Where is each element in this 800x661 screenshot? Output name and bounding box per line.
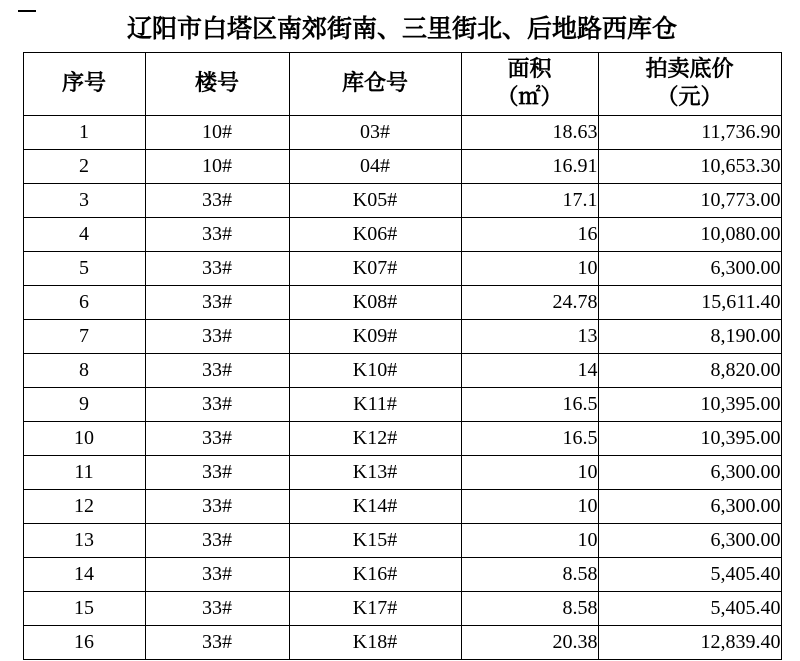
cell-price: 15,611.40 — [598, 286, 781, 320]
table-row — [23, 218, 781, 252]
table-row — [23, 252, 781, 286]
column-header-area-line1: 面积 — [507, 57, 552, 82]
table-row — [23, 150, 781, 184]
table-row — [23, 388, 781, 422]
cell-index: 12 — [23, 490, 145, 524]
cell-building: 10# — [145, 116, 289, 150]
cell-unit: K13# — [289, 456, 461, 490]
cell-price: 5,405.40 — [598, 592, 781, 626]
table-row — [23, 626, 781, 660]
cell-area: 20.38 — [461, 626, 598, 660]
cell-price: 8,190.00 — [598, 320, 781, 354]
cell-building: 33# — [145, 184, 289, 218]
cell-building: 33# — [145, 320, 289, 354]
table-row — [23, 490, 781, 524]
column-header-area-line2: （㎡） — [496, 85, 563, 110]
table-row — [23, 456, 781, 490]
cell-price: 10,653.30 — [598, 150, 781, 184]
table-header-row — [23, 53, 781, 116]
cell-area: 17.1 — [461, 184, 598, 218]
column-header-area — [461, 53, 598, 116]
column-header-index-line1: 序号 — [61, 71, 106, 96]
cell-unit: K15# — [289, 524, 461, 558]
column-header-building-line1: 楼号 — [194, 71, 239, 96]
cell-index: 14 — [23, 558, 145, 592]
cell-building: 33# — [145, 490, 289, 524]
cell-unit: K07# — [289, 252, 461, 286]
column-header-price-line1: 拍卖底价 — [645, 57, 734, 82]
cell-area: 10 — [461, 524, 598, 558]
cell-building: 10# — [145, 150, 289, 184]
cell-index: 7 — [23, 320, 145, 354]
cell-index: 16 — [23, 626, 145, 660]
table-row — [23, 354, 781, 388]
page-title: 辽阳市白塔区南郊街南、三里街北、后地路西库仓 — [126, 14, 677, 43]
cell-index: 9 — [23, 388, 145, 422]
cell-area: 16.91 — [461, 150, 598, 184]
cell-price: 6,300.00 — [598, 524, 781, 558]
cell-area: 16.5 — [461, 388, 598, 422]
cell-price: 5,405.40 — [598, 558, 781, 592]
cell-price: 6,300.00 — [598, 490, 781, 524]
cell-index: 11 — [23, 456, 145, 490]
cell-unit: K10# — [289, 354, 461, 388]
cell-building: 33# — [145, 558, 289, 592]
cell-area: 16 — [461, 218, 598, 252]
cell-price: 10,395.00 — [598, 422, 781, 456]
column-header-index — [23, 53, 145, 116]
cell-building: 33# — [145, 524, 289, 558]
cell-price: 10,773.00 — [598, 184, 781, 218]
column-header-unit — [289, 53, 461, 116]
cell-area: 8.58 — [461, 592, 598, 626]
table-row — [23, 286, 781, 320]
cell-building: 33# — [145, 456, 289, 490]
table-row — [23, 558, 781, 592]
table-row — [23, 524, 781, 558]
corner-rule-mark — [18, 10, 36, 12]
cell-index: 6 — [23, 286, 145, 320]
table-row — [23, 116, 781, 150]
cell-price: 6,300.00 — [598, 456, 781, 490]
cell-unit: 04# — [289, 150, 461, 184]
cell-index: 5 — [23, 252, 145, 286]
cell-index: 2 — [23, 150, 145, 184]
cell-price: 11,736.90 — [598, 116, 781, 150]
cell-unit: 03# — [289, 116, 461, 150]
cell-area: 10 — [461, 456, 598, 490]
table-row — [23, 184, 781, 218]
cell-area: 10 — [461, 490, 598, 524]
cell-index: 15 — [23, 592, 145, 626]
cell-price: 6,300.00 — [598, 252, 781, 286]
cell-unit: K09# — [289, 320, 461, 354]
cell-building: 33# — [145, 354, 289, 388]
column-header-price-line2: （元） — [656, 85, 723, 110]
cell-area: 13 — [461, 320, 598, 354]
cell-building: 33# — [145, 218, 289, 252]
cell-building: 33# — [145, 626, 289, 660]
cell-unit: K17# — [289, 592, 461, 626]
cell-index: 8 — [23, 354, 145, 388]
cell-unit: K14# — [289, 490, 461, 524]
cell-area: 10 — [461, 252, 598, 286]
cell-unit: K06# — [289, 218, 461, 252]
table-header — [23, 53, 781, 116]
cell-index: 13 — [23, 524, 145, 558]
cell-unit: K16# — [289, 558, 461, 592]
cell-index: 10 — [23, 422, 145, 456]
cell-building: 33# — [145, 422, 289, 456]
cell-index: 3 — [23, 184, 145, 218]
column-header-price — [598, 53, 781, 116]
cell-building: 33# — [145, 286, 289, 320]
cell-unit: K18# — [289, 626, 461, 660]
table-row — [23, 320, 781, 354]
cell-area: 16.5 — [461, 422, 598, 456]
cell-building: 33# — [145, 252, 289, 286]
cell-price: 10,395.00 — [598, 388, 781, 422]
cell-index: 1 — [23, 116, 145, 150]
cell-unit: K12# — [289, 422, 461, 456]
cell-unit: K05# — [289, 184, 461, 218]
cell-price: 10,080.00 — [598, 218, 781, 252]
cell-area: 24.78 — [461, 286, 598, 320]
cell-unit: K08# — [289, 286, 461, 320]
column-header-building — [145, 53, 289, 116]
auction-listing-table — [23, 52, 782, 660]
cell-area: 8.58 — [461, 558, 598, 592]
column-header-unit-line1: 库仓号 — [341, 71, 408, 96]
cell-index: 4 — [23, 218, 145, 252]
cell-building: 33# — [145, 592, 289, 626]
cell-price: 8,820.00 — [598, 354, 781, 388]
table-body — [23, 116, 781, 660]
cell-building: 33# — [145, 388, 289, 422]
table-row — [23, 422, 781, 456]
cell-unit: K11# — [289, 388, 461, 422]
cell-area: 18.63 — [461, 116, 598, 150]
cell-area: 14 — [461, 354, 598, 388]
table-row — [23, 592, 781, 626]
cell-price: 12,839.40 — [598, 626, 781, 660]
